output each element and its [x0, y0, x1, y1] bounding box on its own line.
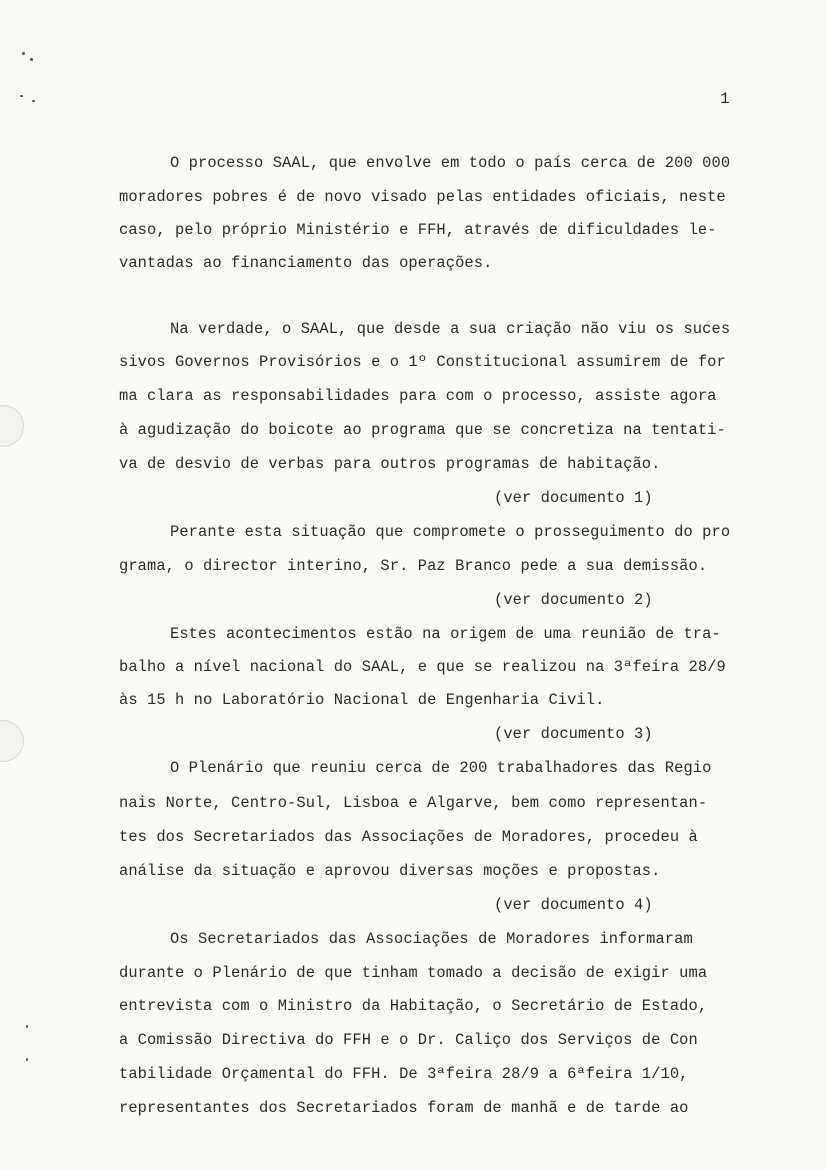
- text-line: tabilidade Orçamental do FFH. De 3ªfeira 28/9 a 6ªfeira 1/10,: [119, 1065, 689, 1083]
- text-line: ma clara as responsabilidades para com o processo, assiste agora: [119, 387, 717, 405]
- text-line: O Plenário que reuniu cerca de 200 trabalhadores das Regio: [170, 759, 712, 777]
- scan-speck: [20, 95, 23, 97]
- text-line: sivos Governos Provisórios e o 1º Constitucional assumirem de for: [119, 353, 726, 371]
- scan-speck: [26, 1058, 28, 1061]
- text-line: va de desvio de verbas para outros programas de habitação.: [119, 455, 661, 473]
- text-line: Os Secretariados das Associações de Moradores informaram: [170, 930, 693, 948]
- page-number: 1: [720, 90, 730, 108]
- scan-speck: [32, 100, 35, 102]
- text-line: Na verdade, o SAAL, que desde a sua criação não viu os suces: [170, 320, 731, 338]
- text-line: grama, o director interino, Sr. Paz Branco pede a sua demissão.: [119, 557, 708, 575]
- text-line: Perante esta situação que compromete o prosseguimento do pro: [170, 523, 731, 541]
- text-line: entrevista com o Ministro da Habitação, o Secretário de Estado,: [119, 997, 708, 1015]
- scan-speck: [26, 1025, 28, 1028]
- text-line: vantadas ao financiamento das operações.: [119, 254, 493, 272]
- punch-hole: [0, 405, 24, 447]
- text-line: balho a nível nacional do SAAL, e que se realizou na 3ªfeira 28/9: [119, 658, 726, 676]
- text-line: às 15 h no Laboratório Nacional de Engenharia Civil.: [119, 691, 605, 709]
- text-line: à agudização do boicote ao programa que se concretiza na tentati-: [119, 421, 726, 439]
- text-line: representantes dos Secretariados foram de manhã e de tarde ao: [119, 1099, 689, 1117]
- text-line: moradores pobres é de novo visado pelas entidades oficiais, neste: [119, 188, 726, 206]
- text-line: tes dos Secretariados das Associações de Moradores, procedeu à: [119, 828, 698, 846]
- text-line: análise da situação e aprovou diversas moções e propostas.: [119, 862, 661, 880]
- scan-speck: [30, 58, 33, 61]
- text-line: a Comissão Directiva do FFH e o Dr. Caliço dos Serviços de Con: [119, 1031, 698, 1049]
- text-line: O processo SAAL, que envolve em todo o país cerca de 200 000: [170, 154, 731, 172]
- punch-hole: [0, 720, 24, 762]
- text-line: nais Norte, Centro-Sul, Lisboa e Algarve, bem como representan-: [119, 794, 708, 812]
- text-line: caso, pelo próprio Ministério e FFH, através de dificuldades le-: [119, 221, 717, 239]
- document-reference: (ver documento 1): [494, 489, 653, 507]
- document-reference: (ver documento 2): [494, 591, 653, 609]
- text-line: durante o Plenário de que tinham tomado a decisão de exigir uma: [119, 964, 708, 982]
- text-line: Estes acontecimentos estão na origem de uma reunião de tra-: [170, 625, 721, 643]
- document-reference: (ver documento 3): [494, 725, 653, 743]
- scan-speck: [22, 52, 25, 55]
- document-reference: (ver documento 4): [494, 896, 653, 914]
